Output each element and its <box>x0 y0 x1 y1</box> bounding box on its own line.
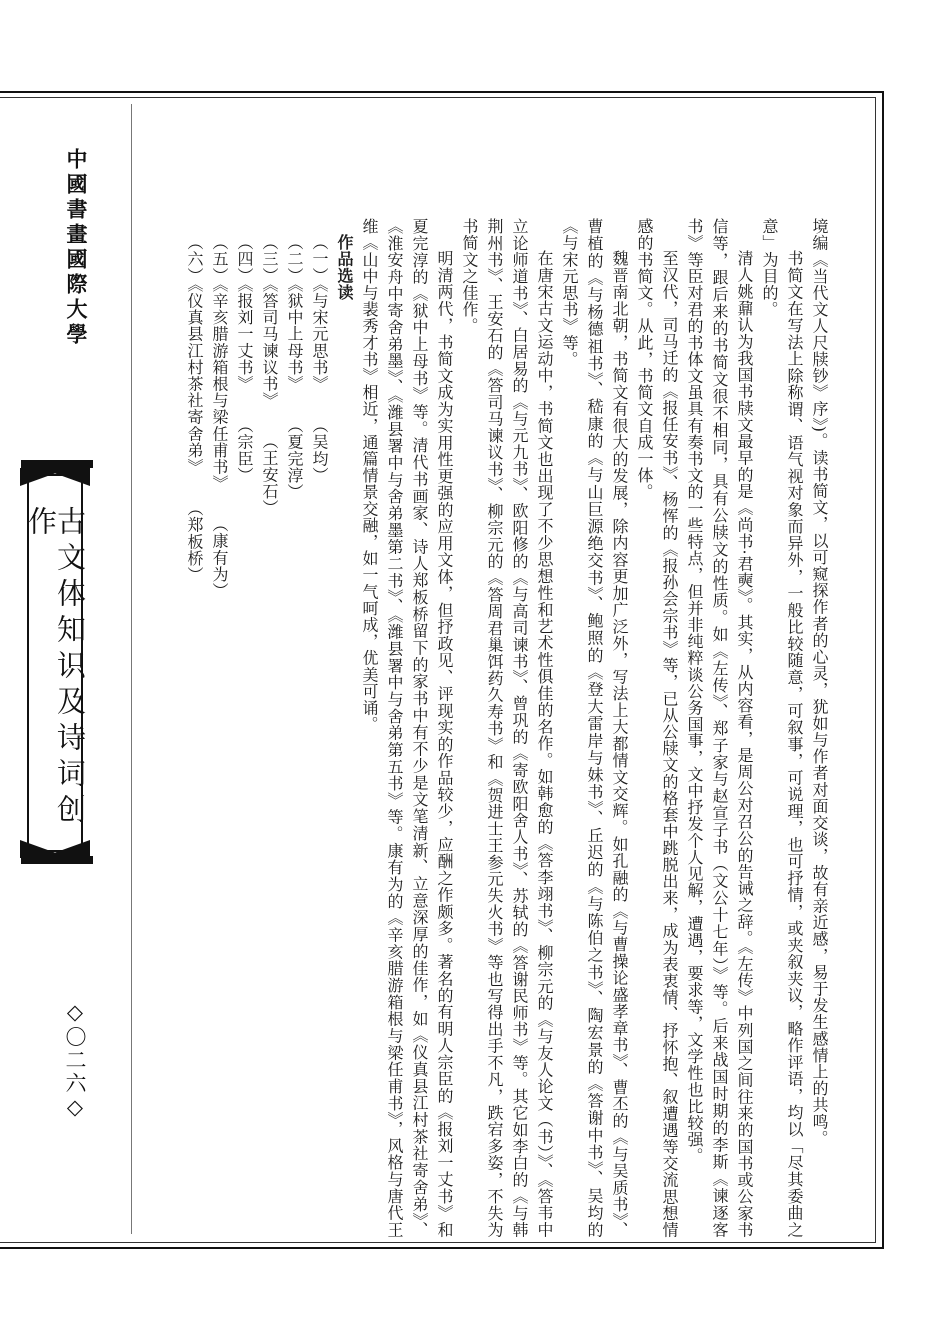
reading-title: （四）《报刘一丈书》 <box>235 234 254 392</box>
section-heading: 作品选读 <box>335 234 354 301</box>
book-title: 古文体知识及诗词创作 <box>24 506 87 830</box>
paragraph: 至汉代，司马迁的《报任安书》、杨恽的《报孙会宗书》等，已从公牍文的格套中跳脱出来，成为表衷情、抒怀抱、叙遭遇等交流思想情感的书简文。从此，书简文自成一体。 <box>635 218 679 1238</box>
reading-author: （夏完淳） <box>285 416 304 500</box>
paragraph: 在唐宋古文运动中，书简文也出现了不少思想性和艺术性俱佳的名作。如韩愈的《答李翊书》、柳宗元的《与友人论文（书）》、《答韦中立论师道书》、白居易的《与元九书》、欧阳修的《与高司谏书》、曾巩的《寄欧阳舍人书》、苏轼的《答谢民师书》等。其它如李白的《与韩荆州书》、王安石的《答司马谏议书》、柳宗元的《答周君巢饵药久寿书》和《贺进士王参元失火书》等也写得出手不凡，跌宕多姿，不失为书简文之佳作。 <box>460 218 554 1238</box>
paragraph: 魏晋南北朝，书简文有很大的发展，除内容更加广泛外，写法上大都情文交辉。如孔融的《与曹操论盛孝章书》、曹丕的《与吴质书》、曹植的《与杨德祖书》、嵇康的《与山巨源绝交书》、鲍照的《登大雷岸与妹书》、丘迟的《与陈伯之书》、陶宏景的《答谢中书》、吴均的《与宋元思书》等。 <box>560 218 629 1238</box>
reading-item <box>182 218 207 1238</box>
sidebar-divider <box>131 104 132 1234</box>
reading-author: （康有为） <box>210 516 229 600</box>
reading-item <box>257 218 282 1238</box>
reading-item <box>232 218 257 1238</box>
reading-title: （六）《仪真县江村茶社寄舍弟》 <box>185 234 204 475</box>
reading-title: （二）《狱中上母书》 <box>285 234 304 392</box>
university-name: 中國書畫國際大學 <box>64 148 89 348</box>
reading-title: （一）《与宋元思书》 <box>310 234 329 392</box>
reading-author: （吴均） <box>310 416 329 484</box>
reading-item <box>207 218 232 1238</box>
title-ornament-bottom <box>21 856 93 864</box>
title-ornament-top <box>21 460 93 468</box>
paragraph: 书简文在写法上除称谓、语气视对象而异外，一般比较随意，可叙事，可说理，也可抒情，或夹叙夹议，略作评语，均以「尽其委曲之意」为目的。 <box>760 218 804 1238</box>
reading-author: （郑板桥） <box>185 499 204 583</box>
reading-item <box>282 218 307 1238</box>
reading-title: （三）《答司马谏议书》 <box>260 234 279 409</box>
book-title-box <box>24 474 87 852</box>
reading-author: （宗臣） <box>235 416 254 484</box>
reading-author: （王安石） <box>260 433 279 517</box>
paragraph: 明清两代，书简文成为实用性更强的应用文体，但抒政见、评现实的作品较少，应酬之作颇多。著名的有明人宗臣的《报刘一丈书》和夏完淳的《狱中上母书》等。清代书画家、诗人郑板桥留下的家书中有不少是文笔清新、立意深厚的佳作，如《仪真县江村茶社寄舍弟》、《淮安舟中寄舍弟墨》、《潍县署中与舍弟墨第二书》、《潍县署中与舍弟第五书》等。康有为的《辛亥腊游箱根与梁任甫书》，风格与唐代王维《山中与裴秀才书》相近，通篇情景交融，如一气呵成，优美可诵。 <box>360 218 454 1238</box>
page-number: ◇〇二六◇ <box>63 1000 87 1121</box>
paragraph: 境编《当代文人尺牍钞》序》)。读书简文，以可窥探作者的心灵，犹如与作者对面交谈，故有亲近感，易于发生感情上的共鸣。 <box>810 218 829 1147</box>
reading-item <box>307 218 332 1238</box>
paragraph: 清人姚鼐认为我国书牍文最早的是《尚书·君奭》。其实，从内容看，是周公对召公的告诫之辞。《左传》中列国之间往来的国书或公家书信等，跟后来的书简文很不相同，具有公牍文的性质。如《左传》、郑子家与赵宣子书（文公十七年）》等。后来战国时期的李斯《谏逐客书》等臣对君的书体文虽具有奏书文的一些特点，但并非纯粹谈公务国事，文中抒发个人见解，遭遇，要求等，文学性也比较强。 <box>685 218 754 1238</box>
main-text <box>150 218 832 1238</box>
reading-title: （五）《辛亥腊游箱根与梁任甫书》 <box>210 234 229 492</box>
